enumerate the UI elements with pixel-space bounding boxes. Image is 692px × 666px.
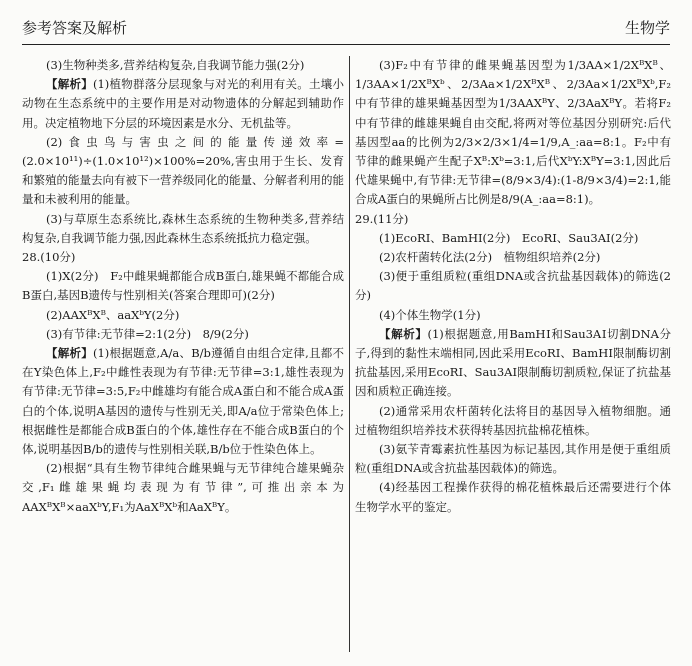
paragraph-text: (2)通常采用农杆菌转化法将目的基因导入植物细胞。通过植物组织培养技术获得转基因抗盐棉花植株。 bbox=[355, 403, 671, 437]
paragraph-text: (1)根据题意,A/a、B/b遵循自由组合定律,且都不在Y染色体上,F₂中雌性表现为有节律:无节律=3:1,雄性表现为有节律:无节律=3:5,F₂中雌雄均有能合成A蛋白和不能合成A蛋白的个体,说明A基因的遗传与性别无关,即A/a位于常染色体上;根据雌性是都能合成B蛋白的个体,雄性存在不能合成B蛋白的个体,说明基因B/b的遗传与性别相关联,B/b位于性染色体上。 bbox=[22, 346, 344, 457]
paragraph-text: (3)生物种类多,营养结构复杂,自我调节能力强(2分) bbox=[46, 58, 305, 72]
answer-paragraph bbox=[22, 344, 344, 459]
paragraph-text: (3)有节律:无节律=2:1(2分) 8/9(2分) bbox=[46, 326, 249, 341]
answer-paragraph bbox=[355, 306, 671, 325]
column-divider bbox=[349, 56, 350, 652]
answer-paragraph bbox=[22, 210, 344, 248]
answer-paragraph bbox=[22, 267, 344, 305]
analysis-tag: 【解析】 bbox=[46, 346, 93, 361]
answer-paragraph bbox=[355, 325, 671, 402]
header-subject: 生物学 bbox=[624, 18, 670, 37]
analysis-tag: 【解析】 bbox=[46, 77, 93, 92]
paragraph-text: (3)F₂中有节律的雌果蝇基因型为1/3AA×1/2XᴮXᴮ、1/3AA×1/2XᴮXᵇ、2/3Aa×1/2XᴮXᴮ、2/3Aa×1/2XᴮXᵇ,F₂中有节律的雄果蝇基因型为1/3AAXᴮY、2/3AaXᴮY。若将F₂中有节律的雌雄果蝇自由交配,将两对等位基因分别研究:后代基因型aa的比例为2/3×2/3×1/4=1/9,A_:aa=8:1。F₂中有节律的雌果蝇产生配子Xᴮ:Xᵇ=3:1,后代XᵇY:XᴮY=3:1,因此后代雄果蝇中,有节律:无节律=(8/9×3/4):(1-8/9×3/4)=2:1,能合成A蛋白的果蝇所占比例是8/9(A_:aa=8:1)。 bbox=[355, 58, 671, 207]
paragraph-text: (1)植物群落分层现象与对光的利用有关。土壤小动物在生态系统中的主要作用是对动物遗体的分解起到辅助作用。决定植物地下分层的环境因素是水分、无机盐等。 bbox=[22, 77, 344, 130]
question-number bbox=[22, 248, 344, 267]
header-divider bbox=[22, 44, 670, 45]
answer-paragraph bbox=[355, 248, 671, 267]
paragraph-text: 28.(10分) bbox=[22, 250, 76, 265]
paragraph-text: (3)与草原生态系统比,森林生态系统的生物种类多,营养结构复杂,自我调节能力强,因此森林生态系统抵抗力稳定强。 bbox=[22, 211, 344, 245]
answer-paragraph bbox=[22, 325, 344, 344]
paragraph-text: (1)X(2分) F₂中雌果蝇都能合成B蛋白,雄果蝇不都能合成B蛋白,基因B遗传与性别相关(答案合理即可)(2分) bbox=[22, 269, 344, 303]
paragraph-text: (3)氨苄青霉素抗性基因为标记基因,其作用是便于重组质粒(重组DNA或含抗盐基因载体)的筛选。 bbox=[355, 442, 671, 476]
paragraph-text: (4)个体生物学(1分) bbox=[379, 307, 481, 322]
answer-paragraph bbox=[355, 440, 671, 478]
paragraph-text: (1)EcoRⅠ、BamHⅠ(2分) EcoRⅠ、Sau3AⅠ(2分) bbox=[379, 230, 639, 245]
answer-paragraph bbox=[355, 267, 671, 305]
paragraph-text: (2)农杆菌转化法(2分) 植物组织培养(2分) bbox=[379, 250, 601, 265]
paragraph-text: (1)根据题意,用BamHⅠ和Sau3AⅠ切割DNA分子,得到的黏性末端相同,因此采用EcoRⅠ、BamHⅠ限制酶切割抗盐基因,采用EcoRⅠ、Sau3AⅠ限制酶切割质粒,保证了抗盐基因和质粒正确连接。 bbox=[355, 326, 671, 399]
answer-paragraph bbox=[22, 56, 344, 75]
answer-paragraph bbox=[22, 306, 344, 325]
paragraph-text: (2)AAXᴮXᴮ、aaXᵇY(2分) bbox=[46, 307, 180, 322]
left-column bbox=[22, 56, 344, 660]
answer-paragraph bbox=[355, 478, 671, 516]
answer-paragraph bbox=[22, 75, 344, 133]
paragraph-text: (2)食虫鸟与害虫之间的能量传递效率=(2.0×10¹¹)÷(1.0×10¹²)×100%=20%,害虫用于生长、发育和繁殖的能量去向有被下一营养级同化的能量、分解者利用的能量和未被利用的能量。 bbox=[22, 134, 344, 207]
answer-paragraph bbox=[355, 56, 671, 210]
right-column bbox=[355, 56, 671, 660]
answer-paragraph bbox=[355, 229, 671, 248]
page-header bbox=[22, 14, 670, 40]
answer-paragraph bbox=[355, 402, 671, 440]
header-section-title: 参考答案及解析 bbox=[22, 18, 128, 37]
paragraph-text: (4)经基因工程操作获得的棉花植株最后还需要进行个体生物学水平的鉴定。 bbox=[355, 480, 671, 514]
answer-paragraph bbox=[22, 459, 344, 517]
analysis-tag: 【解析】 bbox=[379, 326, 428, 341]
paragraph-text: (2)根据“具有生物节律纯合雌果蝇与无节律纯合雄果蝇杂交,F₁雌雄果蝇均表现为有节律”,可推出亲本为AAXᴮXᴮ×aaXᵇY,F₁为AaXᴮXᵇ和AaXᴮY。 bbox=[22, 461, 344, 514]
answer-paragraph bbox=[22, 133, 344, 210]
question-number bbox=[355, 210, 671, 229]
paragraph-text: (3)便于重组质粒(重组DNA或含抗盐基因载体)的筛选(2分) bbox=[355, 269, 671, 303]
paragraph-text: 29.(11分) bbox=[355, 211, 409, 226]
